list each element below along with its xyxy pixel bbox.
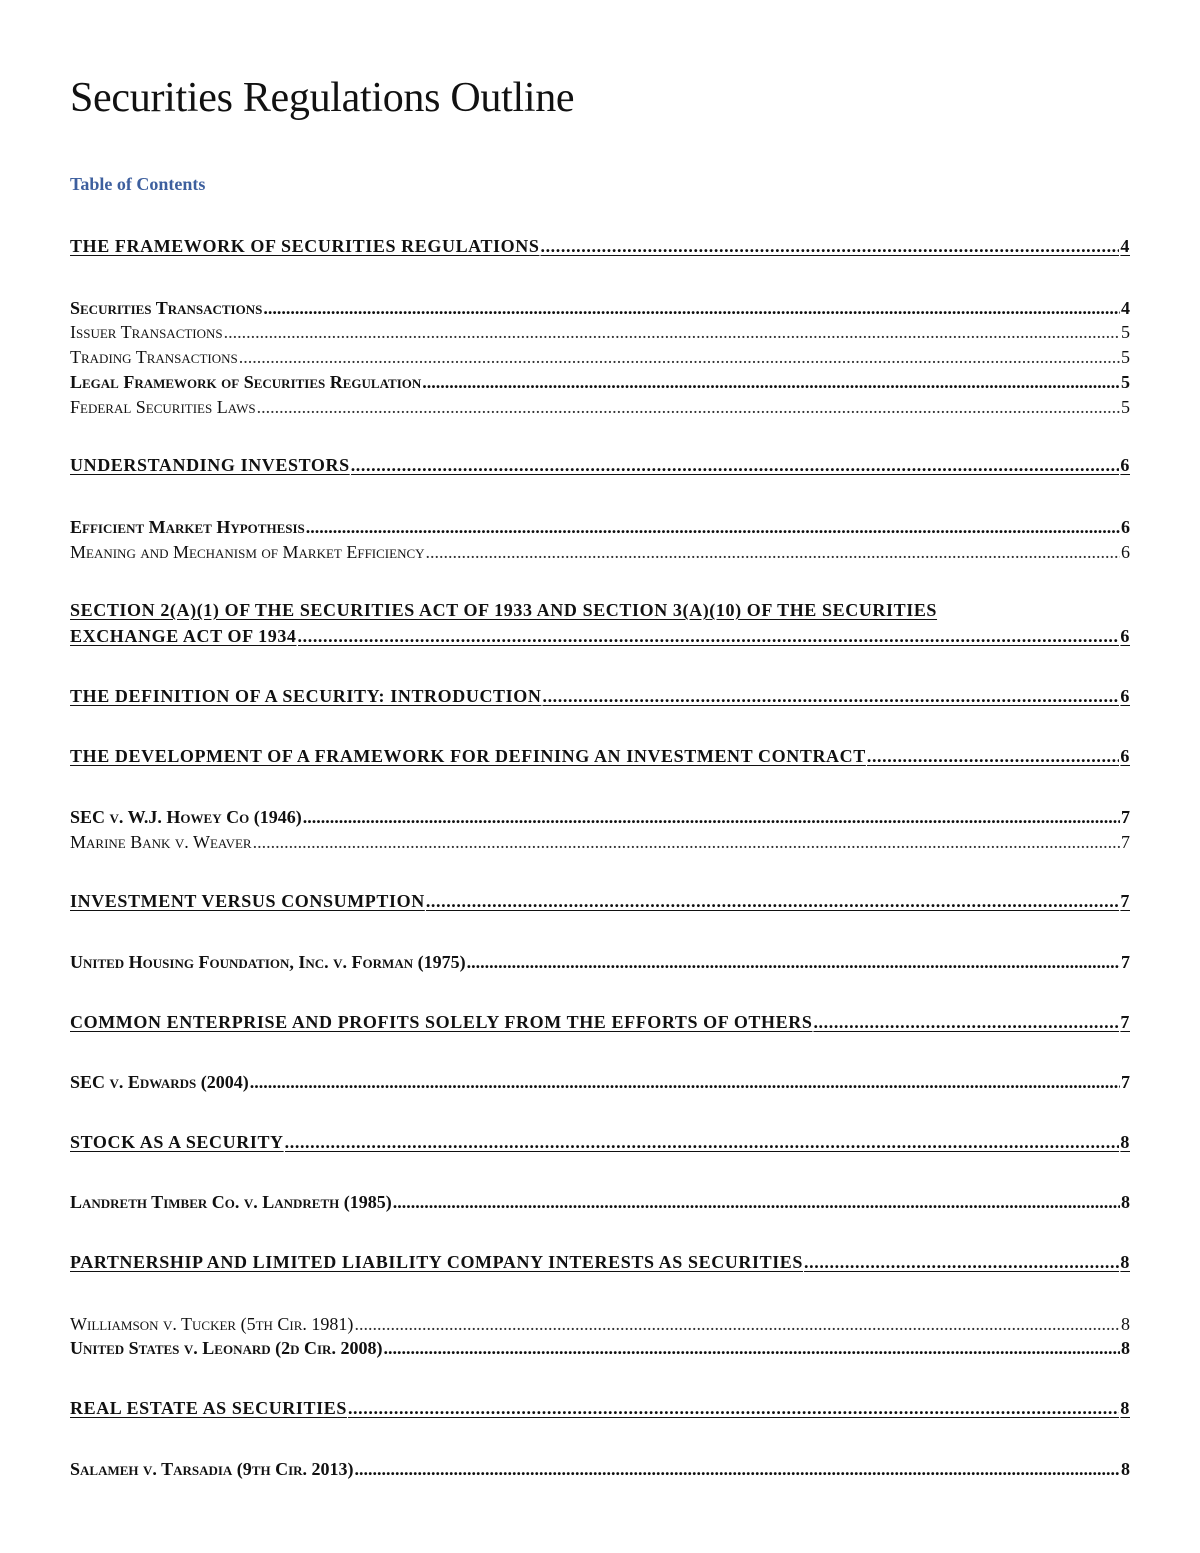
toc-entry-stock-as-security[interactable] (70, 1132, 1130, 1153)
toc-entry-label: UNDERSTANDING INVESTORS (70, 455, 350, 475)
toc-entry-federal-securities-laws[interactable] (70, 397, 1130, 418)
toc-entry-label: Landreth Timber Co. v. Landreth (1985) (70, 1192, 392, 1212)
toc-page-number: 7 (1121, 807, 1130, 827)
toc-page-number: 6 (1120, 455, 1130, 475)
document-page (70, 0, 1130, 1553)
toc-leader (355, 1459, 1120, 1480)
toc-leader (257, 397, 1120, 418)
toc-page-number: 8 (1121, 1314, 1130, 1334)
toc-page-number: 4 (1121, 298, 1130, 318)
toc-page-number: 6 (1121, 517, 1130, 537)
toc-leader (298, 626, 1120, 647)
toc-page-number: 5 (1121, 322, 1130, 342)
toc-entry-label: Legal Framework of Securities Regulation (70, 372, 422, 392)
toc-page-number: 8 (1120, 1132, 1130, 1152)
toc-page-number: 4 (1120, 236, 1130, 256)
toc-leader (303, 807, 1120, 828)
toc-page-number: 5 (1121, 397, 1130, 417)
toc-leader (467, 952, 1120, 973)
toc-entry-salameh[interactable] (70, 1459, 1130, 1480)
toc-entry-label: Securities Transactions (70, 298, 263, 318)
toc-entry-label-line2: EXCHANGE ACT OF 1934 (70, 626, 297, 646)
toc-page-number: 8 (1120, 1252, 1130, 1272)
document-title: Securities Regulations Outline (70, 75, 575, 121)
toc-entry-howey[interactable] (70, 807, 1130, 828)
toc-entry-line2 (70, 626, 1130, 647)
toc-leader (348, 1398, 1119, 1419)
toc-page-number: 7 (1121, 832, 1130, 852)
toc-entry-common-enterprise[interactable] (70, 1012, 1130, 1033)
toc-entry-trading-transactions[interactable] (70, 347, 1130, 368)
toc-leader (224, 322, 1120, 343)
toc-leader (540, 236, 1119, 257)
toc-page-number: 7 (1120, 891, 1130, 911)
toc-entry-investment-contract[interactable] (70, 746, 1130, 767)
toc-entry-label-line1: SECTION 2(A)(1) OF THE SECURITIES ACT OF 1933 AND SECTION 3(A)(10) OF THE SECURITIES (70, 600, 938, 620)
toc-entry-definition-of-security[interactable] (70, 686, 1130, 707)
toc-entry-label: United Housing Foundation, Inc. v. Forman (1975) (70, 952, 466, 972)
toc-entry-label: United States v. Leonard (2d Cir. 2008) (70, 1338, 383, 1358)
toc-entry-label: THE DEVELOPMENT OF A FRAMEWORK FOR DEFINING AN INVESTMENT CONTRACT (70, 746, 866, 766)
toc-leader (426, 542, 1120, 563)
toc-entry-label: COMMON ENTERPRISE AND PROFITS SOLELY FROM THE EFFORTS OF OTHERS (70, 1012, 813, 1032)
toc-entry-label: REAL ESTATE AS SECURITIES (70, 1398, 347, 1418)
toc-entry-label: INVESTMENT VERSUS CONSUMPTION (70, 891, 425, 911)
toc-entry-label: Salameh v. Tarsadia (9th Cir. 2013) (70, 1459, 354, 1479)
toc-page-number: 7 (1121, 1072, 1130, 1092)
toc-leader (239, 347, 1120, 368)
toc-page-number: 7 (1120, 1012, 1130, 1032)
toc-leader (393, 1192, 1120, 1213)
toc-entry-label: THE DEFINITION OF A SECURITY: INTRODUCTION (70, 686, 542, 706)
toc-page-number: 6 (1120, 686, 1130, 706)
toc-entry-efficient-market[interactable] (70, 517, 1130, 538)
toc-entry-forman[interactable] (70, 952, 1130, 973)
toc-leader (542, 686, 1119, 707)
toc-entry-label: STOCK AS A SECURITY (70, 1132, 284, 1152)
toc-entry-label: SEC v. W.J. Howey Co (1946) (70, 807, 302, 827)
toc-entry-leonard[interactable] (70, 1338, 1130, 1359)
toc-leader (813, 1012, 1119, 1033)
toc-entry-label: Efficient Market Hypothesis (70, 517, 305, 537)
toc-heading: Table of Contents (70, 174, 206, 194)
toc-page-number: 8 (1121, 1459, 1130, 1479)
toc-leader (253, 832, 1120, 853)
toc-leader (306, 517, 1120, 538)
toc-page-number: 8 (1121, 1192, 1130, 1212)
toc-leader (354, 1314, 1120, 1335)
toc-entry-label: PARTNERSHIP AND LIMITED LIABILITY COMPANY INTERESTS AS SECURITIES (70, 1252, 804, 1272)
toc-entry-market-efficiency[interactable] (70, 542, 1130, 563)
toc-entry-label: THE FRAMEWORK OF SECURITIES REGULATIONS (70, 236, 540, 256)
toc-entry-label: Issuer Transactions (70, 322, 223, 342)
toc-page-number: 6 (1120, 626, 1130, 646)
toc-entry-landreth[interactable] (70, 1192, 1130, 1213)
toc-entry-issuer-transactions[interactable] (70, 322, 1130, 343)
toc-leader (351, 455, 1120, 476)
toc-entry-marine-bank[interactable] (70, 832, 1130, 853)
toc-entry-real-estate[interactable] (70, 1398, 1130, 1419)
toc-page-number: 6 (1120, 746, 1130, 766)
toc-page-number: 5 (1121, 372, 1130, 392)
toc-entry-understanding-investors[interactable] (70, 455, 1130, 476)
toc-leader (263, 298, 1120, 319)
toc-leader (383, 1338, 1120, 1359)
toc-page-number: 7 (1121, 952, 1130, 972)
toc-page-number: 8 (1120, 1398, 1130, 1418)
toc-leader (867, 746, 1120, 767)
toc-leader (804, 1252, 1119, 1273)
toc-entry-partnership-llc[interactable] (70, 1252, 1130, 1273)
toc-entry-label: Marine Bank v. Weaver (70, 832, 252, 852)
toc-entry-legal-framework[interactable] (70, 372, 1130, 393)
toc-entry-label: Trading Transactions (70, 347, 238, 367)
toc-leader (285, 1132, 1120, 1153)
toc-leader (422, 372, 1120, 393)
toc-page-number: 8 (1121, 1338, 1130, 1358)
toc-entry-label: Meaning and Mechanism of Market Efficiency (70, 542, 425, 562)
toc-entry-label: SEC v. Edwards (2004) (70, 1072, 249, 1092)
toc-entry-label: Federal Securities Laws (70, 397, 256, 417)
toc-entry-securities-transactions[interactable] (70, 298, 1130, 319)
toc-entry-williamson[interactable] (70, 1314, 1130, 1335)
toc-page-number: 5 (1121, 347, 1130, 367)
toc-entry-section-2a1[interactable] (70, 600, 1130, 647)
toc-entry-label: Williamson v. Tucker (5th Cir. 1981) (70, 1314, 354, 1334)
toc-entry-investment-vs-consumption[interactable] (70, 891, 1130, 912)
toc-entry-edwards[interactable] (70, 1072, 1130, 1093)
toc-entry-framework[interactable] (70, 236, 1130, 257)
toc-page-number: 6 (1121, 542, 1130, 562)
toc-leader (426, 891, 1120, 912)
toc-leader (250, 1072, 1120, 1093)
